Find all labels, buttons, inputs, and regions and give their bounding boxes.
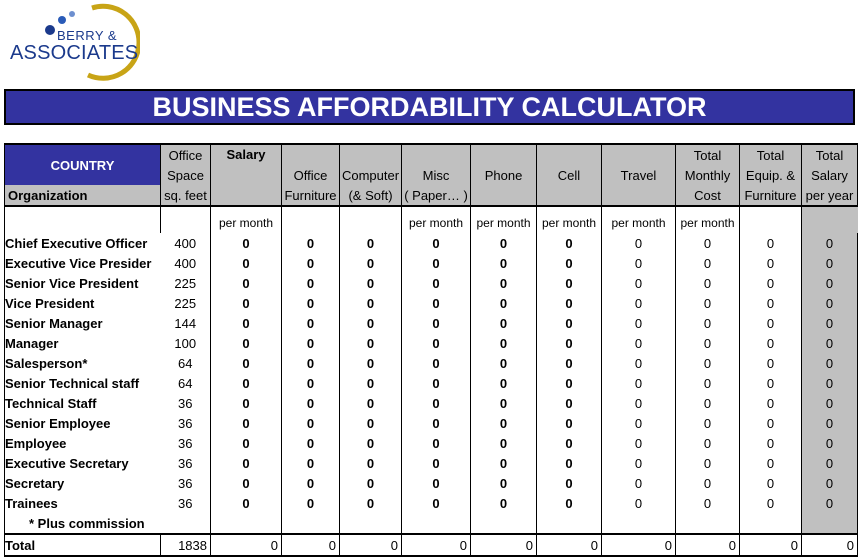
office-space-value: 36 (178, 415, 193, 431)
cell-value: 0 (537, 493, 602, 513)
cell-value: 0 (211, 453, 282, 473)
table-row (5, 393, 858, 413)
cell-value: 0 (740, 353, 802, 373)
cell-value: 0 (402, 473, 471, 493)
spacer-cell (602, 206, 676, 213)
table-row (5, 433, 858, 453)
cell-value: 0 (537, 273, 602, 293)
cell-value: 0 (471, 493, 537, 513)
cell-value: 0 (802, 333, 858, 353)
cell-value: 0 (282, 433, 340, 453)
total-value: 0 (537, 534, 602, 556)
cell-value: 0 (676, 493, 740, 513)
blank-cell (802, 213, 858, 233)
spacer-cell (740, 206, 802, 213)
cell-value: 0 (740, 433, 802, 453)
cell-value: 0 (282, 493, 340, 513)
blank-cell (211, 513, 282, 534)
per-month-label: per month (602, 213, 676, 233)
spacer-cell (537, 206, 602, 213)
cell-value: 0 (471, 373, 537, 393)
role-label: Chief Executive Officer (5, 233, 161, 253)
cell-value: 0 (802, 393, 858, 413)
header-mid-0: Space (161, 165, 211, 185)
cell-value: 0 (471, 433, 537, 453)
blank-cell (282, 213, 340, 233)
cell-value: 0 (471, 413, 537, 433)
office-space-value: 36 (178, 455, 193, 471)
header-row (5, 185, 858, 206)
header-mid-3: Computer (340, 165, 402, 185)
blank-cell (5, 213, 161, 233)
total-label: Total (5, 534, 161, 556)
office-space-value: 36 (178, 395, 193, 411)
header-mid-9: Equip. & (740, 165, 802, 185)
cell-value: 0 (340, 293, 402, 313)
header-top-1: Salary (211, 144, 282, 165)
table-row (5, 313, 858, 333)
table-row (5, 273, 858, 293)
header-top-2 (282, 144, 340, 165)
total-value: 0 (402, 534, 471, 556)
per-month-label: per month (537, 213, 602, 233)
per-month-label: per month (211, 213, 282, 233)
role-label: Trainees (5, 493, 161, 513)
cell-value: 0 (802, 353, 858, 373)
blank-cell (340, 513, 402, 534)
cell-value: 0 (676, 413, 740, 433)
header-bot-3: (& Soft) (340, 185, 402, 206)
cell-value: 0 (402, 453, 471, 473)
cell-value: 0 (402, 253, 471, 273)
total-value: 0 (676, 534, 740, 556)
role-label: Employee (5, 433, 161, 453)
cell-value: 0 (402, 373, 471, 393)
cell-value: 0 (740, 233, 802, 253)
cell-value: 0 (282, 473, 340, 493)
cell-value: 0 (602, 253, 676, 273)
cell-value: 0 (740, 473, 802, 493)
cell-value: 0 (740, 413, 802, 433)
spacer-cell (402, 206, 471, 213)
role-label: Executive Secretary (5, 453, 161, 473)
role-label: Executive Vice Presider (5, 253, 161, 273)
blank-cell (161, 213, 211, 233)
spacer-cell (161, 206, 211, 213)
role-label: Senior Employee (5, 413, 161, 433)
header-top-3 (340, 144, 402, 165)
header-top-0: Office (161, 144, 211, 165)
country-header: COUNTRY (5, 144, 161, 185)
cell-value: 0 (602, 493, 676, 513)
cell-value: 0 (340, 493, 402, 513)
cell-value: 0 (211, 233, 282, 253)
cell-value: 0 (802, 493, 858, 513)
cell-value: 0 (602, 353, 676, 373)
cell-value: 0 (537, 353, 602, 373)
office-space-value: 225 (174, 295, 197, 311)
header-mid-8: Monthly (676, 165, 740, 185)
cell-value: 0 (602, 273, 676, 293)
per-month-label: per month (471, 213, 537, 233)
cell-value: 0 (211, 433, 282, 453)
cell-value: 0 (211, 473, 282, 493)
brand-line-1: BERRY & (57, 28, 118, 43)
cell-value: 0 (471, 293, 537, 313)
per-month-label: per month (402, 213, 471, 233)
cell-value: 0 (211, 293, 282, 313)
table-row (5, 333, 858, 353)
blank-cell (802, 513, 858, 534)
office-space-value: 400 (174, 255, 197, 271)
cell-value: 0 (602, 473, 676, 493)
cell-value: 0 (602, 393, 676, 413)
cell-value: 0 (282, 273, 340, 293)
cell-value: 0 (282, 453, 340, 473)
header-row (5, 144, 858, 165)
cell-value: 0 (211, 393, 282, 413)
cell-value: 0 (402, 233, 471, 253)
cell-value: 0 (282, 333, 340, 353)
cell-value: 0 (402, 493, 471, 513)
blank-cell (602, 513, 676, 534)
cell-value: 0 (340, 313, 402, 333)
cell-value: 0 (740, 253, 802, 273)
table-row (5, 253, 858, 273)
cell-value: 0 (282, 413, 340, 433)
cell-value: 0 (402, 393, 471, 413)
cell-value: 0 (402, 273, 471, 293)
cell-value: 0 (740, 333, 802, 353)
cell-value: 0 (676, 353, 740, 373)
header-mid-6: Cell (537, 165, 602, 185)
cell-value: 0 (471, 453, 537, 473)
cell-value: 0 (537, 233, 602, 253)
cell-value: 0 (211, 493, 282, 513)
header-mid-5: Phone (471, 165, 537, 185)
cell-value: 0 (402, 353, 471, 373)
spacer-cell (282, 206, 340, 213)
cell-value: 0 (471, 253, 537, 273)
company-logo (0, 0, 140, 84)
blank-cell (740, 213, 802, 233)
blank-cell (282, 513, 340, 534)
cell-value: 0 (676, 313, 740, 333)
cell-value: 0 (676, 273, 740, 293)
spacer-cell (676, 206, 740, 213)
table-row (5, 233, 858, 253)
cell-value: 0 (340, 273, 402, 293)
cell-value: 0 (802, 273, 858, 293)
cell-value: 0 (602, 233, 676, 253)
spacer-row (5, 206, 858, 213)
cell-value: 0 (340, 233, 402, 253)
cell-value: 0 (676, 453, 740, 473)
cell-value: 0 (402, 333, 471, 353)
cell-value: 0 (211, 373, 282, 393)
cell-value: 0 (537, 473, 602, 493)
role-label: Senior Technical staff (5, 373, 161, 393)
role-label: Salesperson* (5, 353, 161, 373)
header-bot-0: sq. feet (161, 185, 211, 206)
cell-value: 0 (802, 433, 858, 453)
cell-value: 0 (471, 233, 537, 253)
cell-value: 0 (211, 273, 282, 293)
cell-value: 0 (740, 393, 802, 413)
spacer-cell (340, 206, 402, 213)
brand-line-2: ASSOCIATES (10, 42, 139, 64)
header-top-4 (402, 144, 471, 165)
cell-value: 0 (802, 233, 858, 253)
cell-value: 0 (282, 393, 340, 413)
header-bot-10: per year (802, 185, 858, 206)
cell-value: 0 (602, 453, 676, 473)
cell-value: 0 (340, 433, 402, 453)
header-top-6 (537, 144, 602, 165)
header-mid-7: Travel (602, 165, 676, 185)
blank-cell (537, 513, 602, 534)
cell-value: 0 (537, 433, 602, 453)
cell-value: 0 (537, 333, 602, 353)
role-label: Senior Manager (5, 313, 161, 333)
cell-value: 0 (602, 433, 676, 453)
cell-value: 0 (471, 333, 537, 353)
table-row (5, 413, 858, 433)
blank-cell (402, 513, 471, 534)
total-value: 0 (340, 534, 402, 556)
cell-value: 0 (340, 253, 402, 273)
cell-value: 0 (340, 353, 402, 373)
cell-value: 0 (602, 333, 676, 353)
blank-cell (676, 513, 740, 534)
cell-value: 0 (340, 393, 402, 413)
header-top-8: Total (676, 144, 740, 165)
header-bot-8: Cost (676, 185, 740, 206)
cell-value: 0 (537, 393, 602, 413)
header-top-10: Total (802, 144, 858, 165)
office-space-value: 225 (174, 275, 197, 291)
cell-value: 0 (802, 373, 858, 393)
cell-value: 0 (471, 473, 537, 493)
spacer-cell (471, 206, 537, 213)
header-mid-2: Office (282, 165, 340, 185)
table-row (5, 493, 858, 513)
table-row (5, 353, 858, 373)
cell-value: 0 (211, 353, 282, 373)
total-space: 1838 (161, 534, 211, 556)
office-space-value: 100 (174, 335, 197, 351)
cell-value: 0 (602, 313, 676, 333)
header-bot-7 (602, 185, 676, 206)
page-title: BUSINESS AFFORDABILITY CALCULATOR (4, 89, 855, 125)
header-bot-5 (471, 185, 537, 206)
header-top-7 (602, 144, 676, 165)
cell-value: 0 (676, 373, 740, 393)
office-space-value: 36 (178, 495, 193, 511)
cell-value: 0 (340, 453, 402, 473)
footnote-row (5, 513, 858, 534)
cell-value: 0 (537, 453, 602, 473)
cell-value: 0 (802, 313, 858, 333)
cell-value: 0 (740, 453, 802, 473)
cell-value: 0 (676, 333, 740, 353)
cell-value: 0 (802, 293, 858, 313)
header-bot-2: Furniture (282, 185, 340, 206)
role-label: Vice President (5, 293, 161, 313)
total-value: 0 (471, 534, 537, 556)
total-value: 0 (802, 534, 858, 556)
blank-cell (340, 213, 402, 233)
cell-value: 0 (402, 433, 471, 453)
cell-value: 0 (211, 333, 282, 353)
cell-value: 0 (402, 293, 471, 313)
office-space-value: 36 (178, 435, 193, 451)
cell-value: 0 (676, 293, 740, 313)
office-space-value: 36 (178, 475, 193, 491)
spacer-cell (5, 206, 161, 213)
cell-value: 0 (402, 413, 471, 433)
cell-value: 0 (282, 313, 340, 333)
cell-value: 0 (740, 273, 802, 293)
cell-value: 0 (282, 353, 340, 373)
per-month-row (5, 213, 858, 233)
cell-value: 0 (537, 373, 602, 393)
header-top-5 (471, 144, 537, 165)
cell-value: 0 (211, 313, 282, 333)
cell-value: 0 (340, 333, 402, 353)
header-mid-4: Misc (402, 165, 471, 185)
spacer-cell (211, 206, 282, 213)
cell-value: 0 (340, 413, 402, 433)
office-space-value: 64 (178, 375, 193, 391)
calculator-table (4, 143, 858, 557)
role-label: Manager (5, 333, 161, 353)
total-row (5, 534, 858, 556)
cell-value: 0 (802, 413, 858, 433)
role-label: Technical Staff (5, 393, 161, 413)
table-row (5, 453, 858, 473)
cell-value: 0 (802, 453, 858, 473)
cell-value: 0 (211, 413, 282, 433)
cell-value: 0 (740, 373, 802, 393)
total-value: 0 (282, 534, 340, 556)
header-top-9: Total (740, 144, 802, 165)
cell-value: 0 (537, 253, 602, 273)
cell-value: 0 (471, 313, 537, 333)
total-value: 0 (211, 534, 282, 556)
blank-cell (471, 513, 537, 534)
organization-header: Organization (5, 185, 161, 206)
cell-value: 0 (340, 373, 402, 393)
blank-cell (740, 513, 802, 534)
header-bot-4: ( Paper… ) (402, 185, 471, 206)
cell-value: 0 (740, 493, 802, 513)
cell-value: 0 (602, 293, 676, 313)
cell-value: 0 (537, 313, 602, 333)
cell-value: 0 (282, 373, 340, 393)
office-space-value: 64 (178, 355, 193, 371)
cell-value: 0 (676, 233, 740, 253)
cell-value: 0 (471, 393, 537, 413)
cell-value: 0 (676, 253, 740, 273)
role-label: Senior Vice President (5, 273, 161, 293)
cell-value: 0 (676, 433, 740, 453)
cell-value: 0 (340, 473, 402, 493)
total-value: 0 (740, 534, 802, 556)
cell-value: 0 (802, 253, 858, 273)
cell-value: 0 (537, 293, 602, 313)
office-space-value: 144 (174, 315, 197, 331)
office-space-value: 400 (174, 235, 197, 251)
header-bot-1 (211, 185, 282, 206)
cell-value: 0 (740, 313, 802, 333)
header-bot-9: Furniture (740, 185, 802, 206)
spacer-cell (802, 206, 858, 213)
header-mid-10: Salary (802, 165, 858, 185)
header-bot-6 (537, 185, 602, 206)
cell-value: 0 (676, 393, 740, 413)
cell-value: 0 (471, 353, 537, 373)
cell-value: 0 (282, 233, 340, 253)
header-mid-1 (211, 165, 282, 185)
cell-value: 0 (282, 253, 340, 273)
cell-value: 0 (402, 313, 471, 333)
table-row (5, 293, 858, 313)
table-row (5, 373, 858, 393)
cell-value: 0 (602, 413, 676, 433)
table-row (5, 473, 858, 493)
role-label: Secretary (5, 473, 161, 493)
total-value: 0 (602, 534, 676, 556)
cell-value: 0 (676, 473, 740, 493)
cell-value: 0 (740, 293, 802, 313)
cell-value: 0 (471, 273, 537, 293)
footnote: * Plus commission (5, 513, 211, 534)
cell-value: 0 (802, 473, 858, 493)
per-month-label: per month (676, 213, 740, 233)
cell-value: 0 (537, 413, 602, 433)
cell-value: 0 (602, 373, 676, 393)
cell-value: 0 (282, 293, 340, 313)
cell-value: 0 (211, 253, 282, 273)
